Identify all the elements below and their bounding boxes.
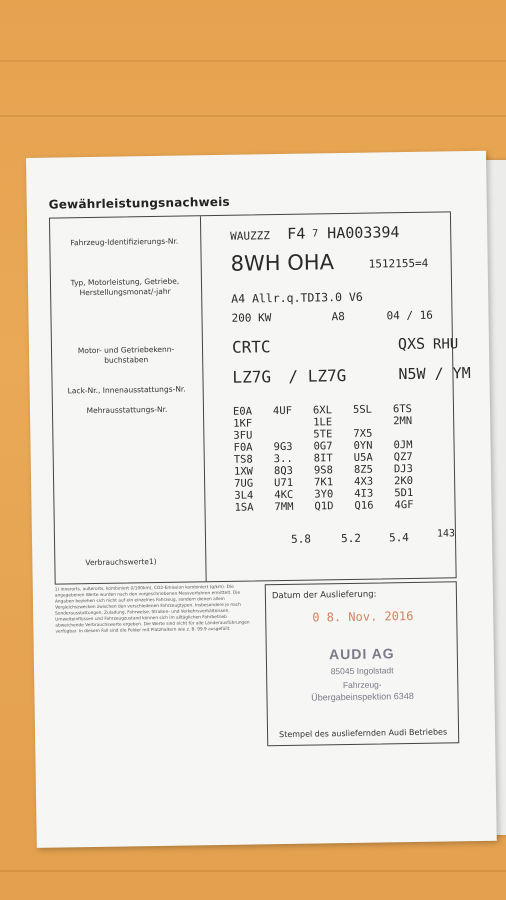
equipment-code: U71 (274, 476, 294, 490)
stamp-department-1: Fahrzeug- (342, 679, 382, 691)
production-date: 04 / 16 (386, 308, 433, 323)
equipment-code: 6XL (312, 404, 333, 417)
vin-separator: 7 (312, 228, 319, 240)
equipment-code: 4UF (272, 404, 293, 418)
engine-power: 200 KW (231, 311, 272, 325)
plate-number: 1512155=4 (368, 256, 429, 271)
paint-code-2: / LZ7G (288, 365, 347, 386)
equipment-code: 4KC (274, 488, 294, 502)
equipment-code (393, 427, 433, 440)
delivery-date-stamp: 0 8. Nov. 2016 (312, 608, 414, 625)
equipment-code: 8Q3 (273, 464, 294, 478)
co2-emission: 143 (436, 528, 456, 540)
equipment-code: 1KF (233, 417, 253, 430)
equipment-code: 3L4 (234, 489, 254, 502)
equipment-code: U5A (353, 451, 373, 464)
equipment-code: 1XW (233, 465, 254, 478)
label-consumption: Verbrauchswerte1) (85, 556, 157, 568)
equipment-code: F0A (233, 441, 253, 454)
equipment-code: 5D1 (394, 486, 414, 500)
equipment-code: 1SA (234, 501, 254, 514)
paint-code: LZ7G (232, 367, 272, 387)
footnote-text: 1) innerorts, außerorts, kombiniert (l/100km), CO2-Emission kombiniert (g/km). Die angegebenen Werte wurden nach den vorgeschriebenen Messverfahren ermittelt. Die Angaben beziehen sich nicht auf ein einzelnes Fahrzeug, sondern dienen allein Vergleichszwecken zwischen den verschiedenen Fahrzeugtypen. Insbesondere je nach Sonderausstattungen, Zuladung, Fahrweise, Straßen- und Verkehrsverhältnissen, Umwelteinflüssen und Fahrzeugzustand können sich im alltäglichen Fahrbetrieb abweichende Verbrauchswerte ergeben. Die Werte sind nicht für alle Länderausführungen verfügbar. In diesem Fall sind die Felder mit Platzhaltern wie z. B. 99.9 ausgefüllt. (54, 584, 250, 635)
equipment-code: 2MN (393, 414, 413, 428)
equipment-code: 8Z5 (353, 463, 374, 476)
equipment-code: Q1D (314, 500, 334, 513)
consumption-extra-urban: 5.2 (340, 531, 361, 546)
gear-code-1: QXS (397, 334, 426, 354)
equipment-code: E0A (232, 405, 253, 418)
wood-grain (0, 60, 506, 62)
model-name: A4 Allr.q.TDI3.0 V6 (231, 289, 363, 306)
equipment-code: 4GF (394, 498, 414, 512)
equipment-code: 5TE (313, 428, 333, 441)
equipment-code: 4X3 (354, 475, 374, 488)
equipment-code (353, 415, 393, 428)
equipment-code: DJ3 (393, 462, 413, 476)
equipment-code: 3FU (233, 429, 253, 442)
equipment-code: 3Y0 (314, 488, 334, 501)
delivery-title: Datum der Auslieferung: (271, 589, 377, 602)
stamp-department-2: Übergabeinspektion 6348 (311, 690, 414, 703)
stamp-city: 85045 Ingolstadt (330, 665, 394, 677)
equipment-code: 3.. (273, 452, 293, 466)
vin-suffix: HA003394 (327, 223, 400, 243)
stamp-footer: Stempel des ausliefernden Audi Betriebes (279, 727, 448, 740)
equipment-code: 4I3 (354, 487, 374, 500)
equipment-code: 7X5 (353, 427, 373, 440)
plate-code: 8WH OHA (230, 250, 335, 276)
interior-code: N5W / YM (398, 364, 471, 384)
equipment-code: 6TS (392, 402, 413, 416)
equipment-code: 7UG (234, 477, 254, 490)
equipment-row (234, 499, 434, 514)
label-equipment: Mehrausstattungs-Nr. (86, 404, 168, 416)
equipment-code-grid (233, 403, 435, 514)
vehicle-data-box (49, 211, 471, 584)
series-code: A8 (331, 310, 345, 324)
delivery-box (265, 581, 460, 746)
equipment-code: QZ7 (393, 450, 413, 464)
equipment-code: TS8 (233, 453, 253, 466)
label-paint: Lack-Nr., Innenausstattungs-Nr. (67, 384, 186, 396)
wood-grain (0, 870, 506, 872)
equipment-code: 0JM (393, 438, 413, 452)
equipment-code: Q16 (354, 499, 374, 512)
document-title: Gewährleistungsnachweis (48, 194, 230, 212)
equipment-code: 8IT (313, 452, 333, 465)
warranty-document (26, 151, 497, 848)
label-engine: Motor- und Getriebekenn-buchstaben (77, 344, 175, 365)
wood-grain (0, 115, 506, 117)
equipment-code: 1LE (313, 416, 333, 429)
vin-mid: F4 (287, 224, 306, 243)
label-type: Typ, Motorleistung, Getriebe, Herstellungsmonat/-jahr (70, 276, 180, 298)
label-vin: Fahrzeug-Identifizierungs-Nr. (70, 236, 179, 248)
equipment-code: 5SL (352, 403, 373, 416)
consumption-urban: 5.8 (290, 532, 311, 546)
equipment-code: 0YN (353, 439, 373, 452)
equipment-code: 9S8 (313, 464, 334, 477)
stamp-company: AUDI AG (328, 645, 395, 663)
equipment-code: 9G3 (273, 440, 293, 454)
vin-prefix: WAUZZZ (230, 229, 271, 243)
engine-code: CRTC (231, 337, 271, 357)
gear-code-2: RHU (432, 336, 459, 353)
equipment-code: 2K0 (394, 474, 414, 488)
consumption-combined: 5.4 (388, 531, 409, 545)
column-divider (200, 216, 207, 581)
equipment-code (273, 417, 313, 430)
equipment-code: 7K1 (314, 476, 334, 489)
equipment-code: 7MM (274, 500, 294, 514)
equipment-code (273, 429, 313, 442)
equipment-code: 0G7 (313, 440, 333, 453)
